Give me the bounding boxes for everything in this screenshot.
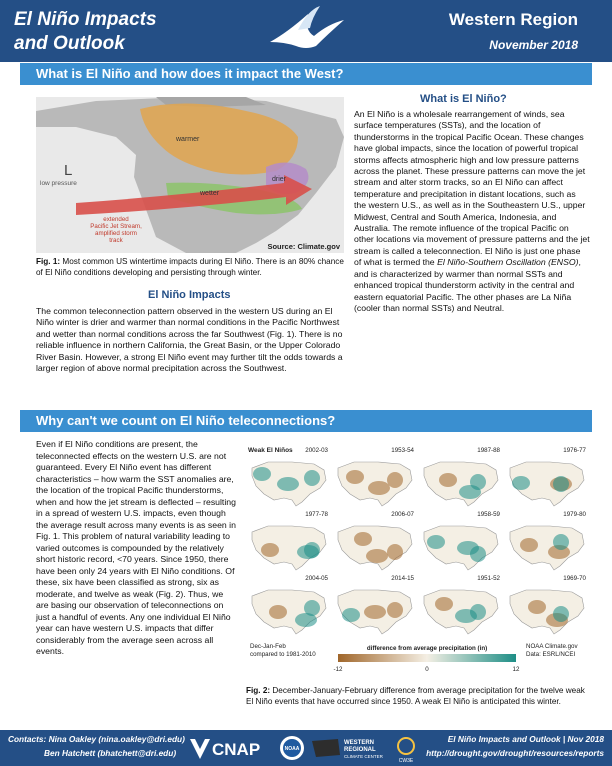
title-line-1: El Niño Impacts (14, 9, 157, 30)
anomaly-area (470, 474, 486, 490)
jet-label-3: amplified storm (95, 230, 137, 237)
panel-year-label: 2006-07 (391, 511, 414, 518)
panel-year-label: 1987-88 (477, 447, 500, 454)
what-is-text-2: , and is characterized by warmer than normal SSTs and enhanced tropical thunderstorm activity in the central and eastern equatorial Pacific. The other phases are La Niña (cooler than normal SSTs) and Neutral. (354, 257, 581, 313)
cnap-logo-text: CNAP (212, 740, 261, 759)
wetter-label: wetter (200, 190, 220, 197)
legend-min: -12 (333, 666, 343, 673)
wrcc-logo-text-1: WESTERN (344, 740, 374, 746)
anomaly-area (553, 534, 569, 550)
jet-label-1: extended (103, 216, 129, 223)
low-pressure-L: L (64, 162, 73, 179)
precip-color-ramp (338, 654, 516, 662)
fig1-text: Most common US wintertime impacts during El Niño. There is an 80% chance of El Niño conditions developing and persisting through winter. (36, 257, 344, 277)
anomaly-area (304, 600, 320, 616)
fig2-text: December-January-February difference from average precipitation for the twelve weak El Niño events that have occurred since 1950. A weak El Niño is anticipated this winter. (246, 686, 585, 706)
anomaly-area (364, 605, 386, 619)
panel-year-label: 2004-05 (305, 575, 328, 582)
panel-year-label: 1953-54 (391, 447, 414, 454)
contacts-label: Contacts: (8, 734, 47, 744)
anomaly-area (553, 476, 569, 492)
panel-year-label: 1976-77 (563, 447, 586, 454)
anomaly-area (439, 473, 457, 487)
fig2-caption (246, 685, 592, 707)
anomaly-area (261, 543, 279, 557)
anomaly-area (387, 544, 403, 560)
header-banner (0, 0, 612, 62)
section-heading-why: Why can't we count on El Niño teleconnections? (20, 410, 592, 432)
fig2-label: Fig. 2: (246, 686, 271, 695)
region-title: Western Region (448, 10, 578, 29)
legend-max: 12 (512, 666, 520, 673)
anomaly-area (435, 597, 453, 611)
impacts-map (36, 97, 344, 253)
anomaly-area (427, 535, 445, 549)
what-is-text-italic: El Niño-Southern Oscillation (ENSO) (437, 257, 579, 268)
anomaly-area (366, 549, 388, 563)
anomaly-area (387, 602, 403, 618)
anomaly-area (346, 470, 364, 484)
anomaly-area (368, 481, 390, 495)
impacts-heading: El Niño Impacts (148, 289, 231, 301)
anomaly-area (342, 608, 360, 622)
what-is-text-1: An El Niño is a wholesale rearrangement of winds, sea surface temperatures (SSTs), and the location of thunderstorms in the tropical Pacific Ocean. These changes have global impacts, since the location of powerful tropical storms affects atmospheric high and low pressure patterns across the planet. These pressure patterns can move the jet stream and alter storm tracks, so an El Niño can affect temperature and precipitation in distant locations, such as the western U.S., as well as in the Southeastern U.S., upper Midwest, Central and South America, Indonesia, and Australia. The remote influence of the tropical Pacific on other locations via movement of pressure patterns and the jet stream is called a teleconnection. El Niño is just one phase of what is termed the (354, 109, 590, 268)
partner-logos (188, 733, 418, 763)
wrcc-logo-icon (312, 739, 340, 757)
anomaly-area (269, 605, 287, 619)
bird-icon (268, 2, 346, 56)
anomaly-area (520, 538, 538, 552)
anomaly-area (304, 542, 320, 558)
wrcc-logo-text-3: CLIMATE CENTER (344, 754, 383, 759)
anomaly-area (253, 467, 271, 481)
anomaly-area (512, 476, 530, 490)
noaa-logo-text: NOAA (284, 746, 300, 752)
footer-url[interactable]: http://drought.gov/drought/resources/reports (426, 748, 604, 758)
anomaly-area (470, 604, 486, 620)
fig1-label: Fig. 1: (36, 257, 61, 266)
report-date: November 2018 (489, 38, 578, 52)
season-note-1: Dec-Jan-Feb (250, 643, 286, 650)
why-paragraph: Even if El Niño conditions are present, the teleconnected effects on the western U.S. are not guaranteed. Every El Niño event has different characteristics – how warm the SST anomalies are, the location of the tropical Pacific thunderstorms, when and how the jet stream is deflected – resulting in a spread of western U.S. impacts, even though the average result across many events is as seen in Fig. 1. This problem of natural variability leading to varied outcomes is compounded by the relatively short historic record, <70 years. Since 1950, there have been only 24 years with El Niño conditions. Of these, six have been classified as strong, six as moderate, and twelve as weak (Fig. 2). Thus, we are basing our observation of teleconnections on just a handful of events. Any one individual El Niño year can have western U.S. impacts that differ considerably from the average seen across all events. (36, 439, 236, 656)
jet-label-2: Pacific Jet Stream, (90, 223, 142, 230)
anomaly-area (387, 472, 403, 488)
panel-year-label: 1969-70 (563, 575, 586, 582)
section-heading-what-is: What is El Niño and how does it impact the West? (20, 63, 592, 85)
anomaly-area (277, 477, 299, 491)
panel-year-label: 1958-59 (477, 511, 500, 518)
impacts-paragraph: The common teleconnection pattern observed in the western US during an El Niño winter is drier and warmer than normal conditions in the Pacific Northwest and wetter than normal conditions across the far Southwest (Fig. 1). There is no reliable influence in northern California, the Great Basin, or the Upper Colorado River Basin. However, a strong El Niño event may further tilt the odds towards a larger region of above normal precipitation across the Southwest. (36, 306, 343, 374)
cnap-logo-icon (190, 739, 210, 759)
panel-year-label: 2014-15 (391, 575, 414, 582)
anomaly-area (470, 546, 486, 562)
season-note-2: compared to 1981-2010 (250, 651, 316, 658)
weak-el-nino-maps (246, 440, 590, 680)
anomaly-area (553, 606, 569, 622)
what-is-heading: What is El Niño? (420, 93, 507, 105)
legend-title: difference from average precipitation (in) (366, 645, 488, 652)
low-pressure-label: low pressure (40, 180, 77, 187)
what-is-paragraph (354, 109, 590, 314)
fig1-caption (36, 256, 346, 278)
cw3e-logo-icon (398, 738, 414, 754)
credit-2: Data: ESRL/NCEI (526, 651, 576, 658)
map-source: Source: Climate.gov (267, 242, 340, 251)
legend-mid: 0 (425, 666, 429, 673)
credit-1: NOAA Climate.gov (526, 643, 578, 650)
contact-line-1 (8, 734, 185, 744)
footer-publication: El Niño Impacts and Outlook | Nov 2018 (447, 734, 604, 744)
contact-2: Ben Hatchett (bhatchett@dri.edu) (44, 748, 177, 758)
panel-year-label: 1979-80 (563, 511, 586, 518)
panel-year-label: 1977-78 (305, 511, 328, 518)
wrcc-logo-text-2: REGIONAL (344, 747, 376, 753)
anomaly-area (304, 470, 320, 486)
drier-label: drier (272, 176, 287, 183)
anomaly-area (354, 532, 372, 546)
warmer-label: warmer (176, 136, 200, 143)
jet-label-4: track (109, 237, 123, 244)
footer-banner (0, 730, 612, 766)
panel-year-label: 2002-03 (305, 447, 328, 454)
title-line-2: and Outlook (14, 33, 125, 54)
multiples-title: Weak El Niños (248, 447, 293, 454)
anomaly-area (528, 600, 546, 614)
contact-1: Nina Oakley (nina.oakley@dri.edu) (48, 734, 185, 744)
cw3e-logo-text: CW3E (398, 758, 414, 763)
panel-year-label: 1951-52 (477, 575, 500, 582)
